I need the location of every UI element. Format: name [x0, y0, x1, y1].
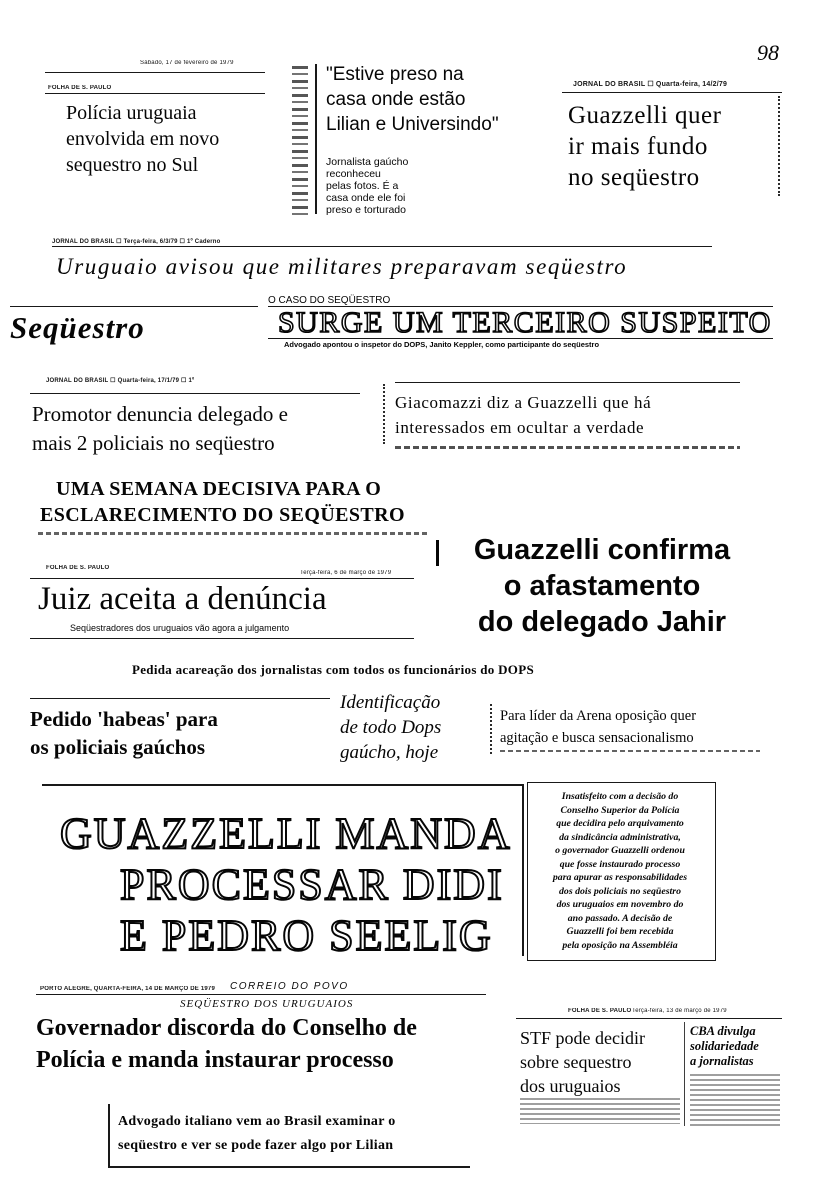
paper-name: FOLHA DE S. PAULO — [46, 565, 110, 571]
headline: GUAZZELLI MANDA PROCESSAR DIDI E PEDRO SEELIG — [60, 809, 512, 960]
masthead: PORTO ALEGRE, QUARTA-FEIRA, 14 DE MARÇO DE 1979 — [40, 986, 215, 992]
clip-date: Terça-feira, 6 de março de 1979 — [300, 570, 392, 576]
clip-date: Sábado, 17 de fevereiro de 1979 — [140, 60, 234, 66]
kicker: O CASO DO SEQÜESTRO — [268, 295, 391, 306]
headline: STF pode decidir sobre sequestro dos uruguaios — [520, 1028, 645, 1096]
paper-name: CORREIO DO POVO — [230, 981, 349, 992]
clip-date: Terça-feira, 13 de março de 1979 — [632, 1008, 727, 1014]
headline: Para líder da Arena oposição quer agitação e busca sensacionalismo — [500, 708, 697, 746]
subhead: Advogado apontou o inspetor do DOPS, Janito Keppler, como participante do seqüestro — [284, 340, 600, 349]
sequestro-logo: Seqüestro — [10, 310, 145, 345]
headline: SURGE UM TERCEIRO SUSPEITO — [278, 306, 772, 339]
body-text-block — [690, 1074, 780, 1128]
kicker: SEQÜESTRO DOS URUGUAIOS — [180, 998, 354, 1010]
body-text-strip — [500, 750, 760, 752]
headline: Pedido 'habeas' para os policiais gaúchos — [30, 707, 218, 759]
photo-strip — [292, 66, 308, 216]
paper-name: FOLHA DE S. PAULO — [568, 1008, 632, 1014]
headline: Guazzelli confirma o afastamento do delegado Jahir — [473, 534, 731, 638]
headline: Advogado italiano vem ao Brasil examinar o seqüestro e ver se pode fazer algo por Lilian — [118, 1114, 396, 1153]
headline: Promotor denuncia delegado e mais 2 policiais no seqüestro — [32, 402, 288, 455]
headline: Identificação de todo Dops gaúcho, hoje — [340, 692, 442, 763]
headline: "Estive preso na casa onde estão Lilian e Universindo" — [326, 64, 499, 135]
body-text-strip — [38, 532, 428, 535]
masthead: JORNAL DO BRASIL ☐ Terça-feira, 6/3/79 ☐ 1º Caderno — [52, 239, 221, 245]
headline: Guazzelli quer ir mais fundo no seqüestro — [568, 102, 722, 191]
masthead: JORNAL DO BRASIL ☐ Quarta-feira, 17/1/79 ☐ 1º — [46, 378, 195, 384]
side-headline: CBA divulga solidariedade a jornalistas — [690, 1024, 759, 1068]
paper-name: FOLHA DE S. PAULO — [48, 85, 112, 91]
headline: Polícia uruguaia envolvida em novo sequestro no Sul — [66, 102, 220, 176]
headline: Juiz aceita a denúncia — [38, 581, 327, 617]
headline: UMA SEMANA DECISIVA PARA O ESCLARECIMENTO DO SEQÜESTRO — [40, 478, 405, 526]
page-number: 98 — [757, 40, 779, 65]
headline: Uruguaio avisou que militares preparavam seqüestro — [56, 254, 628, 279]
headline: Giacomazzi diz a Guazzelli que há interessados em ocultar a verdade — [395, 393, 652, 437]
headline: Pedida acareação dos jornalistas com todos os funcionários do DOPS — [132, 662, 534, 677]
headline: Governador discorda do Conselho de Polícia e manda instaurar processo — [36, 1015, 417, 1073]
body-text-block — [520, 1098, 680, 1124]
body-text-strip — [395, 446, 740, 449]
subhead: Jornalista gaúcho reconheceu pelas fotos. É a casa onde ele foi preso e torturado — [326, 156, 409, 216]
lead-text: Insatisfeito com a decisão do Conselho Superior da Polícia que decidira pelo arquivamento da sindicância administrativa, o governador Guazzelli ordenou que fosse instaurado processo para apurar as responsabilidades dos dois policiais no seqüestro dos uruguaios em novembro do ano passado. A decisão de Guazzelli foi bem recebida pela oposição na Assembléia — [552, 791, 688, 951]
subhead: Seqüestradores dos uruguaios vão agora a julgamento — [70, 623, 290, 633]
masthead: JORNAL DO BRASIL ☐ Quarta-feira, 14/2/79 — [573, 81, 728, 88]
